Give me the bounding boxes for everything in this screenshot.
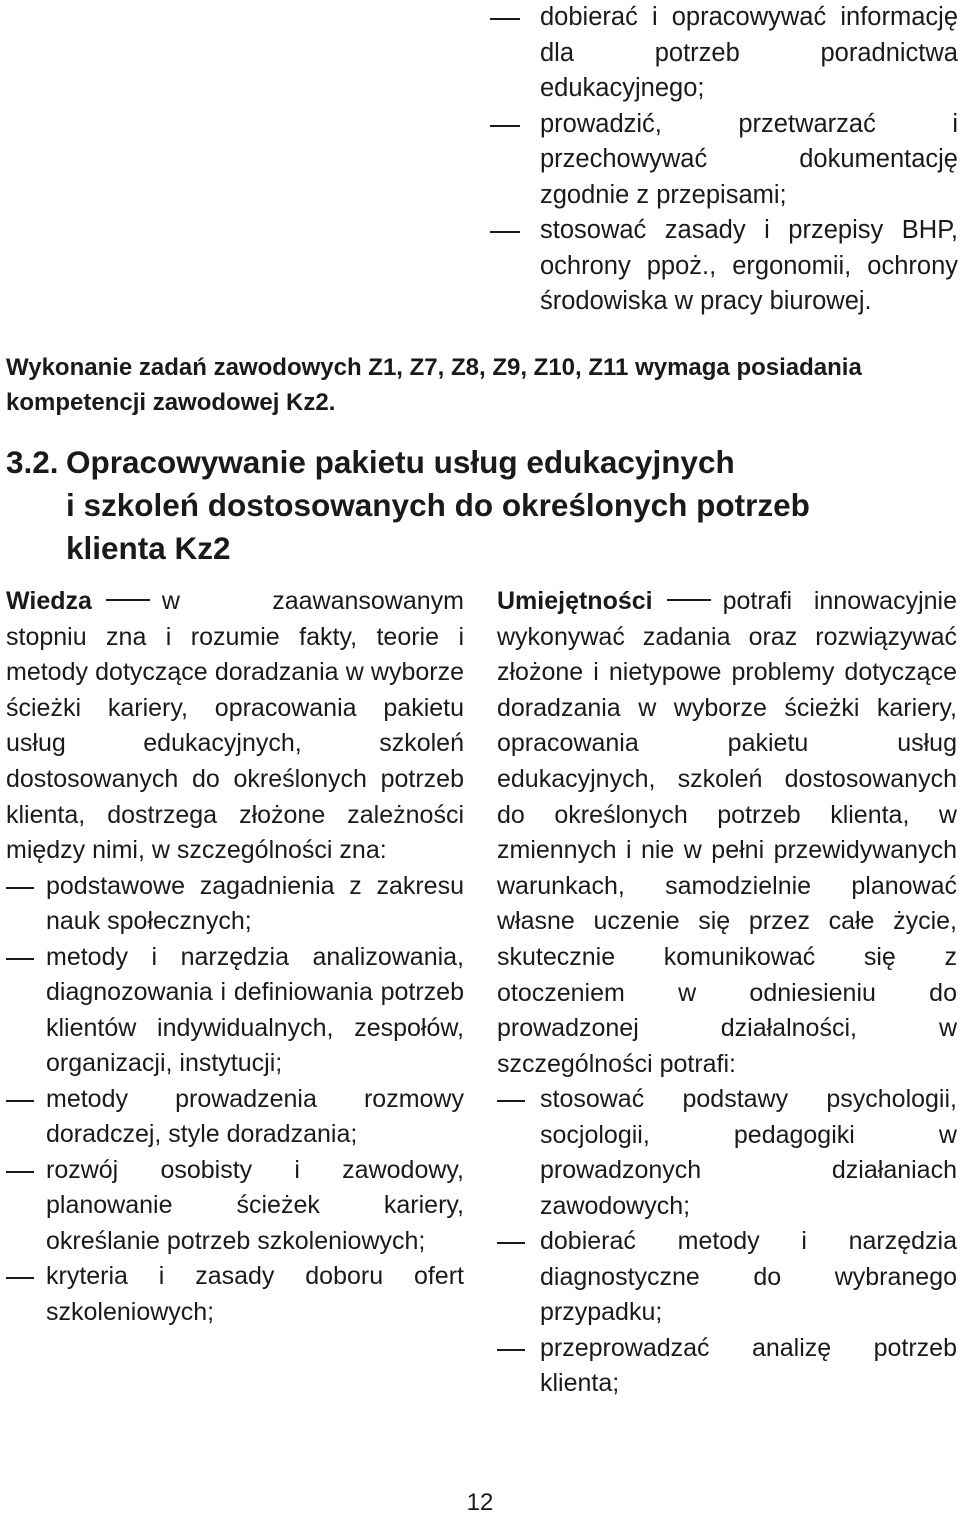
heading-line-3: klienta Kz2 xyxy=(66,530,231,566)
list-item-text: stosować zasady i przepisy BHP, ochrony ppoż., ergonomii, ochrony środowiska w pracy biurowej. xyxy=(540,216,958,315)
dash-bullet-icon xyxy=(497,1224,540,1331)
list-item-text: kryteria i zasady doboru ofert szkoleniowych; xyxy=(46,1262,464,1326)
knowledge-column xyxy=(6,584,464,1330)
list-item xyxy=(497,1224,957,1331)
dash-bullet-icon xyxy=(6,869,46,940)
heading-line-2: i szkoleń dostosowanych do określonych potrzeb xyxy=(66,487,810,523)
dash-bullet-icon xyxy=(6,1153,46,1260)
list-item xyxy=(488,0,958,107)
list-item xyxy=(488,107,958,214)
skills-intro-text: potrafi innowacyjnie wykonywać zadania oraz rozwiązywać złożone i nietypowe problemy dotyczące doradzania w wyborze ścieżki kariery, opracowania pakietu usług edukacyjnych, szkoleń dostosowanych do określonych potrzeb klienta, w zmiennych i nie w pełni przewidywanych warunkach, samodzielnie planować własne uczenie się przez całe życie, skutecznie komunikować się z otoczeniem w odniesieniu do prowadzonej działalności, w szczególności potrafi: xyxy=(497,587,957,1078)
list-item-text: podstawowe zagadnienia z zakresu nauk społecznych; xyxy=(46,871,464,936)
dash-bullet-icon xyxy=(6,940,46,1082)
page-number: 12 xyxy=(466,1489,494,1516)
list-item xyxy=(488,213,958,320)
list-item xyxy=(6,1082,464,1153)
knowledge-intro xyxy=(6,584,464,869)
list-item-text: prowadzić, przetwarzać i przechowywać dokumentację zgodnie z przepisami; xyxy=(540,109,958,209)
dash-separator-icon xyxy=(667,599,711,601)
dash-bullet-icon xyxy=(488,213,540,320)
list-item-text: dobierać i opracowywać informację dla potrzeb poradnictwa edukacyjnego; xyxy=(540,3,958,102)
skills-intro xyxy=(497,584,957,1082)
dash-bullet-icon xyxy=(488,107,540,214)
list-item-text: stosować podstawy psychologii, socjologii, pedagogiki w prowadzonych działaniach zawodowych; xyxy=(540,1085,957,1220)
dash-separator-icon xyxy=(106,599,150,601)
list-item-text: rozwój osobisty i zawodowy, planowanie ścieżek kariery, określanie potrzeb szkoleniowych; xyxy=(46,1155,464,1255)
list-item xyxy=(6,1153,464,1260)
dash-bullet-icon xyxy=(497,1331,540,1402)
list-item xyxy=(497,1331,957,1402)
continuation-list xyxy=(488,0,958,320)
dash-bullet-icon xyxy=(6,1082,46,1153)
list-item xyxy=(497,1082,957,1224)
section-heading xyxy=(6,441,946,570)
heading-line-1 xyxy=(6,441,946,484)
list-item xyxy=(6,940,464,1082)
list-item-text: metody i narzędzia analizowania, diagnozowania i definiowania potrzeb klientów indywidualnych, zespołów, organizacji, instytucji; xyxy=(46,942,464,1078)
skills-label: Umiejętności xyxy=(497,587,653,615)
section-number: 3.2. xyxy=(6,444,59,480)
list-item-text: przeprowadzać analizę potrzeb klienta; xyxy=(540,1333,957,1398)
competency-requirement: Wykonanie zadań zawodowych Z1, Z7, Z8, Z9, Z10, Z11 wymaga posiadania kompetencji zawodowej Kz2. xyxy=(6,354,862,416)
list-item-text: dobierać metody i narzędzia diagnostyczne do wybranego przypadku; xyxy=(540,1227,957,1327)
knowledge-label: Wiedza xyxy=(6,587,92,615)
list-item xyxy=(6,869,464,940)
dash-bullet-icon xyxy=(497,1082,540,1224)
skills-column xyxy=(497,584,957,1402)
heading-text-1: Opracowywanie pakietu usług edukacyjnych xyxy=(66,444,735,480)
dash-bullet-icon xyxy=(6,1259,46,1330)
knowledge-intro-text: w zaawansowanym stopniu zna i rozumie fakty, teorie i metody dotyczące doradzania w wyborze ścieżki kariery, opracowania pakietu usług edukacyjnych, szkoleń dostosowanych do określonych potrzeb klienta, dostrzega złożone zależności między nimi, w szczególności zna: xyxy=(6,587,464,865)
list-item xyxy=(6,1259,464,1330)
dash-bullet-icon xyxy=(488,0,540,107)
list-item-text: metody prowadzenia rozmowy doradczej, style doradzania; xyxy=(46,1084,464,1149)
